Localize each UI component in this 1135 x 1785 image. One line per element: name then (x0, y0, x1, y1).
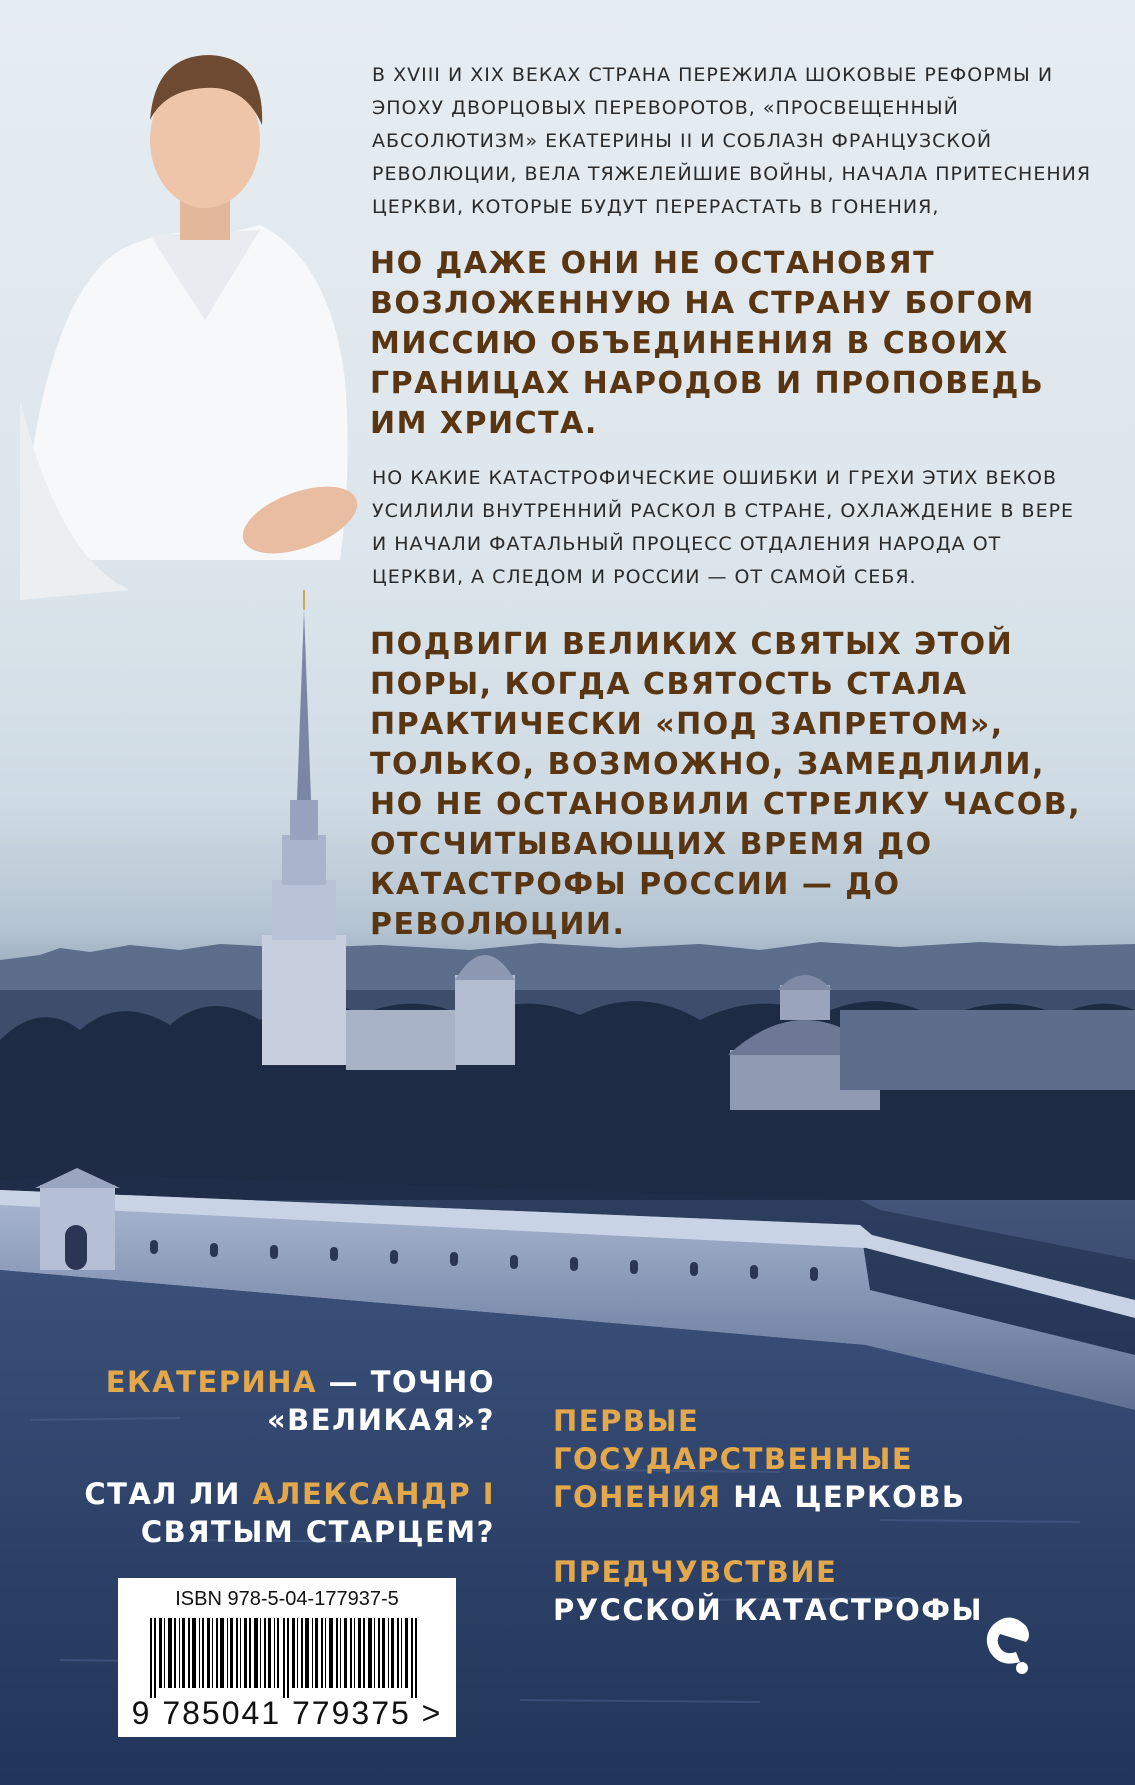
second-paragraph: НО КАКИЕ КАТАСТРОФИЧЕСКИЕ ОШИБКИ И ГРЕХИ ЭТИХ ВЕКОВ УСИЛИЛИ ВНУТРЕННИЙ РАСКОЛ В СТРАНЕ, ОХЛАЖДЕНИЕ В ВЕРЕ И НАЧАЛИ ФАТАЛЬНЫЙ ПРОЦЕСС ОТДАЛЕНИЯ НАРОДА ОТ ЦЕРКВИ, А СЛЕДОМ И РОССИИ — ОТ САМОЙ СЕБЯ. (372, 467, 1075, 588)
eksmo-logo-icon (980, 1612, 1040, 1678)
isbn-label: ISBN 978-5-04-177937-5 (175, 1588, 399, 1610)
barcode-bars (150, 1618, 424, 1698)
highlight-paragraph-2: ПОДВИГИ ВЕЛИКИХ СВЯТЫХ ЭТОЙ ПОРЫ, КОГДА СВЯТОСТЬ СТАЛА ПРАКТИЧЕСКИ «ПОД ЗАПРЕТОМ», ТОЛЬКО, ВОЗМОЖНО, ЗАМЕДЛИЛИ, НО НЕ ОСТАНОВИЛИ СТРЕЛКУ ЧАСОВ, ОТСЧИТЫВАЮЩИХ ВРЕМЯ ДО КАТАСТРОФЫ РОССИИ — ДО РЕВОЛЮЦИИ. (370, 627, 1082, 942)
promo-ekaterina: ЕКАТЕРИНА — ТОЧНО «ВЕЛИКАЯ»? (105, 1365, 495, 1437)
intro-paragraph: В XVIII И XIX ВЕКАХ СТРАНА ПЕРЕЖИЛА ШОКОВЫЕ РЕФОРМЫ И ЭПОХУ ДВОРЦОВЫХ ПЕРЕВОРОТОВ, «ПРОСВЕЩЕННЫЙ АБСОЛЮТИЗМ» ЕКАТЕРИНЫ II И СОБЛАЗН ФРАНЦУЗСКОЙ РЕВОЛЮЦИИ, ВЕЛА ТЯЖЕЛЕЙШИЕ ВОЙНЫ, НАЧАЛА ПРИТЕСНЕНИЯ ЦЕРКВИ, КОТОРЫЕ БУДУТ ПЕРЕРАСТАТЬ В ГОНЕНИЯ, (372, 64, 1092, 218)
promo-premonition: ПРЕДЧУВСТВИЕ РУССКОЙ КАТАСТРОФЫ (553, 1555, 984, 1627)
promo-accent: ЕКАТЕРИНА (105, 1365, 317, 1399)
promo-persecution: ПЕРВЫЕ ГОСУДАРСТВЕННЫЕ ГОНЕНИЯ НА ЦЕРКОВЬ (553, 1404, 966, 1514)
isbn-barcode (118, 1578, 456, 1737)
ean-digits: 9 785041 779375 > (131, 1695, 443, 1731)
author-photo (20, 55, 366, 600)
highlight-paragraph-1: НО ДАЖЕ ОНИ НЕ ОСТАНОВЯТ ВОЗЛОЖЕННУЮ НА СТРАНУ БОГОМ МИССИЮ ОБЪЕДИНЕНИЯ В СВОИХ ГРАНИЦАХ НАРОДОВ И ПРОПОВЕДЬ ИМ ХРИСТА. (370, 246, 1045, 441)
promo-accent: АЛЕКСАНДР I (252, 1477, 495, 1511)
promo-alexander: СТАЛ ЛИ АЛЕКСАНДР I СВЯТЫМ СТАРЦЕМ? (84, 1477, 495, 1549)
